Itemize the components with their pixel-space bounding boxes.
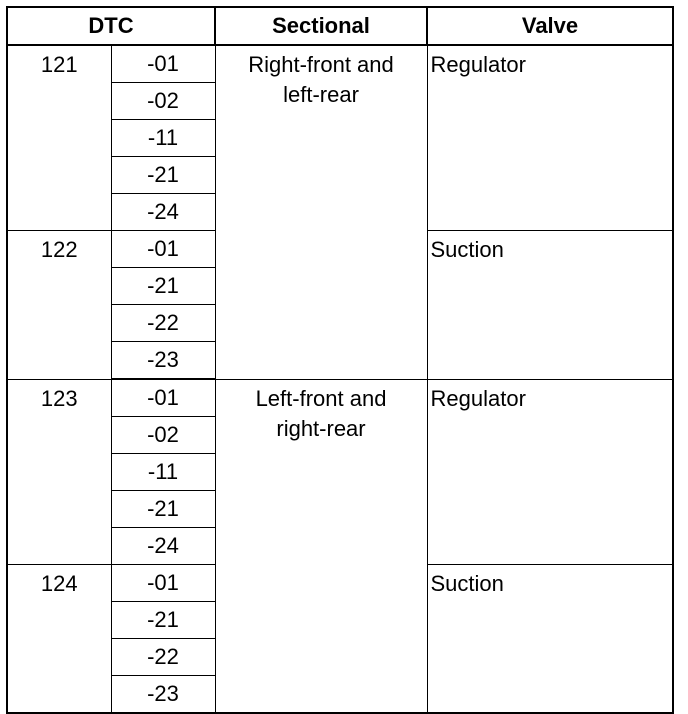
- sectional-cell: [215, 45, 427, 379]
- dtc-subcode: -02: [111, 83, 215, 120]
- valve-cell: Regulator: [427, 45, 673, 231]
- dtc-code: 123: [7, 379, 111, 565]
- sectional-line: Left-front and: [255, 385, 387, 411]
- table-row: [7, 379, 673, 417]
- dtc-subcode: -22: [111, 305, 215, 342]
- dtc-subcode: -01: [111, 231, 215, 268]
- dtc-subcode: -21: [111, 602, 215, 639]
- dtc-subcode: -21: [111, 268, 215, 305]
- valve-cell: Suction: [427, 565, 673, 714]
- dtc-subcode: -21: [111, 491, 215, 528]
- dtc-subcode: -01: [111, 379, 215, 417]
- dtc-code: 124: [7, 565, 111, 714]
- header-valve: Valve: [427, 7, 673, 45]
- dtc-subcode: -11: [111, 454, 215, 491]
- dtc-subcode: -01: [111, 45, 215, 83]
- dtc-subcode: -24: [111, 194, 215, 231]
- valve-cell: Regulator: [427, 379, 673, 565]
- dtc-code: 121: [7, 45, 111, 231]
- header-dtc: DTC: [7, 7, 215, 45]
- dtc-table: [6, 6, 674, 714]
- dtc-subcode: -21: [111, 157, 215, 194]
- dtc-code: 122: [7, 231, 111, 380]
- table-row: [7, 45, 673, 83]
- dtc-subcode: -11: [111, 120, 215, 157]
- sectional-line: left-rear: [283, 82, 359, 107]
- sectional-line: right-rear: [276, 415, 366, 441]
- sectional-cell: [215, 379, 427, 713]
- dtc-subcode: -02: [111, 417, 215, 454]
- sectional-line: Right-front and: [248, 52, 394, 77]
- dtc-subcode: -23: [111, 676, 215, 714]
- dtc-subcode: -23: [111, 342, 215, 380]
- valve-cell: Suction: [427, 231, 673, 380]
- header-sectional: Sectional: [215, 7, 427, 45]
- dtc-subcode: -24: [111, 528, 215, 565]
- dtc-subcode: -22: [111, 639, 215, 676]
- dtc-subcode: -01: [111, 565, 215, 602]
